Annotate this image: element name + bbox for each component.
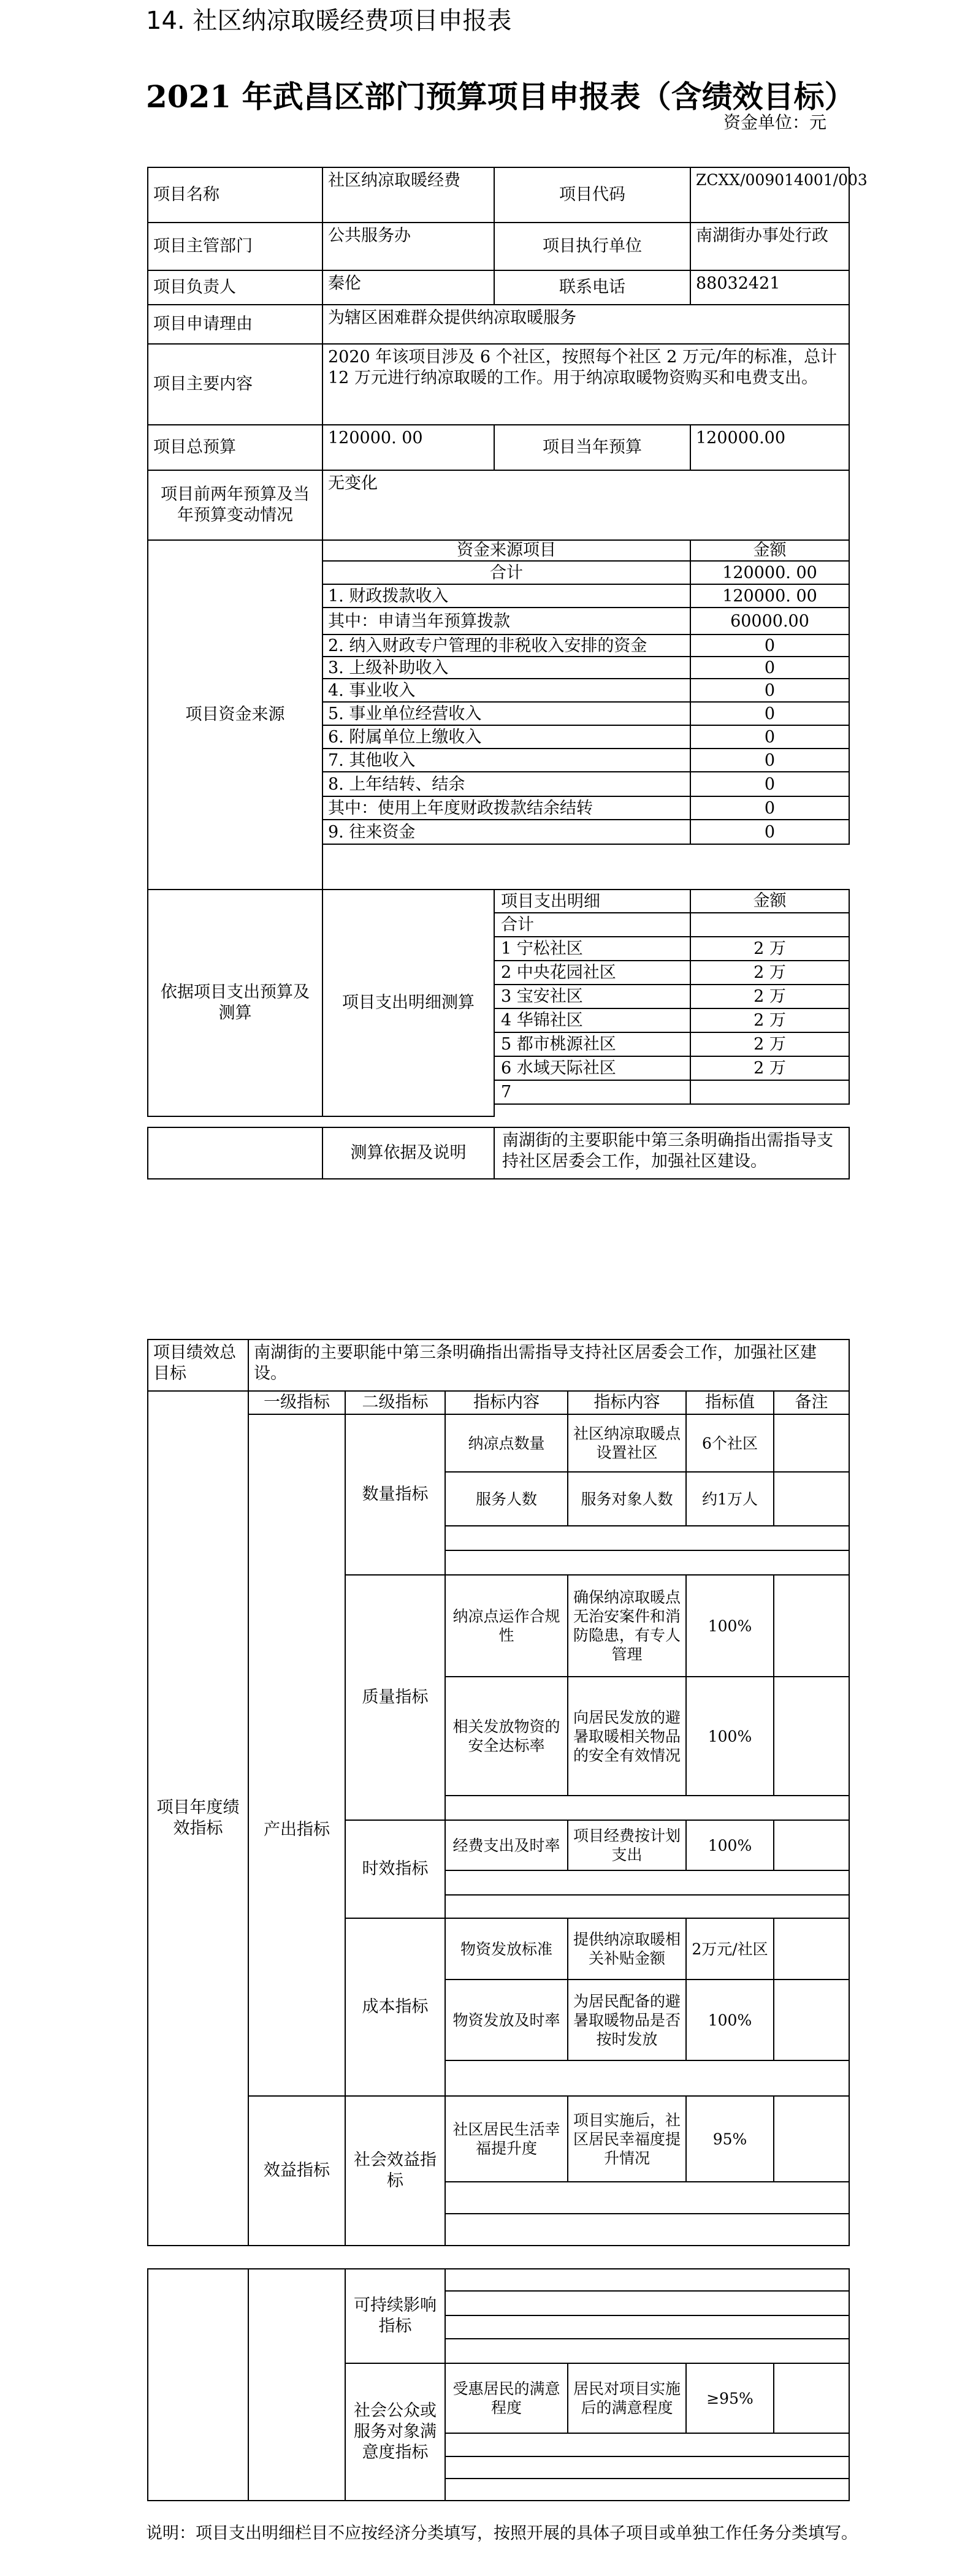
expenditure-row-item: 6 水域天际社区 bbox=[494, 1056, 691, 1081]
currency-unit-label: 资金单位：元 bbox=[723, 112, 827, 132]
expenditure-row-amount: 2 万 bbox=[690, 1056, 850, 1081]
funding-row-amount: 0 bbox=[690, 819, 850, 845]
document-heading: 14. 社区纳凉取暖经费项目申报表 bbox=[146, 7, 512, 35]
cost-blank-row bbox=[445, 2060, 850, 2097]
time-remark-1 bbox=[773, 1820, 850, 1871]
quantity-blank-row-1 bbox=[445, 1525, 850, 1551]
quality-desc-2: 向居民发放的避暑取暖相关物品的安全有效情况 bbox=[567, 1676, 687, 1796]
sustain-row-3 bbox=[445, 2315, 850, 2339]
funding-row-item: 3. 上级补助收入 bbox=[322, 656, 691, 679]
quantity-remark-1 bbox=[773, 1414, 850, 1473]
funding-row-amount: 120000. 00 bbox=[690, 560, 850, 585]
sustain-row-1 bbox=[445, 2268, 850, 2292]
funding-row-item: 其中：使用上年度财政拨款结余结转 bbox=[322, 796, 691, 820]
quantity-indicator-label: 数量指标 bbox=[345, 1414, 446, 1576]
social-blank-row-1 bbox=[445, 2181, 850, 2214]
satisfaction-blank-row-1 bbox=[445, 2433, 850, 2457]
expenditure-row-amount: 2 万 bbox=[690, 1032, 850, 1057]
expenditure-header-item: 项目支出明细 bbox=[494, 889, 691, 913]
quality-blank-row bbox=[445, 1795, 850, 1821]
quality-content-1: 纳凉点运作合规性 bbox=[445, 1574, 568, 1677]
continuation-col1 bbox=[147, 2268, 249, 2501]
quality-remark-1 bbox=[773, 1574, 850, 1677]
phone-value: 88032421 bbox=[690, 270, 850, 305]
funding-row-amount: 0 bbox=[690, 748, 850, 772]
funding-row-amount: 0 bbox=[690, 771, 850, 797]
funding-row-item: 4. 事业收入 bbox=[322, 678, 691, 703]
basis-value: 南湖街的主要职能中第三条明确指出需指导支持社区居委会工作，加强社区建设。 bbox=[494, 1127, 850, 1179]
cost-desc-2: 为居民配备的避暑取暖物品是否按时发放 bbox=[567, 1979, 687, 2061]
goal-label: 项目绩效总目标 bbox=[147, 1339, 249, 1392]
dept-label: 项目主管部门 bbox=[147, 222, 323, 271]
funding-row-amount: 0 bbox=[690, 796, 850, 820]
funding-row-amount: 0 bbox=[690, 725, 850, 749]
quantity-blank-row-2 bbox=[445, 1550, 850, 1576]
social-value-1: 95% bbox=[685, 2095, 774, 2182]
project-name-label: 项目名称 bbox=[147, 167, 323, 223]
funding-row-item: 7. 其他收入 bbox=[322, 748, 691, 772]
satisfaction-blank-row-3 bbox=[445, 2478, 850, 2501]
benefit-indicator-label: 效益指标 bbox=[248, 2095, 346, 2246]
quantity-value-2: 约1万人 bbox=[685, 1471, 774, 1526]
time-desc-1: 项目经费按计划支出 bbox=[567, 1820, 687, 1871]
funding-row-item: 2. 纳入财政专户管理的非税收入安排的资金 bbox=[322, 634, 691, 657]
funding-row-amount: 120000. 00 bbox=[690, 584, 850, 608]
expenditure-row-amount: 2 万 bbox=[690, 984, 850, 1009]
expenditure-row-amount: 2 万 bbox=[690, 1008, 850, 1033]
social-benefit-label: 社会效益指标 bbox=[345, 2095, 446, 2246]
expenditure-row-item: 5 都市桃源社区 bbox=[494, 1032, 691, 1057]
header-remark: 备注 bbox=[773, 1390, 850, 1415]
expenditure-row-item: 2 中央花园社区 bbox=[494, 960, 691, 985]
cost-content-2: 物资发放及时率 bbox=[445, 1979, 568, 2061]
expenditure-row-item: 4 华锦社区 bbox=[494, 1008, 691, 1033]
expenditure-row-amount bbox=[690, 1080, 850, 1105]
header-level1: 一级指标 bbox=[248, 1390, 346, 1415]
expenditure-header-amount: 金额 bbox=[690, 889, 850, 913]
funding-row-item: 合计 bbox=[322, 560, 691, 585]
current-budget-value: 120000.00 bbox=[690, 424, 850, 471]
header-content-desc: 指标内容 bbox=[567, 1390, 687, 1415]
expenditure-row-item: 3 宝安社区 bbox=[494, 984, 691, 1009]
expenditure-row-item: 7 bbox=[494, 1080, 691, 1105]
exec-unit-value: 南湖街办事处行政 bbox=[690, 222, 850, 271]
expenditure-row-amount bbox=[690, 912, 850, 937]
cost-remark-2 bbox=[773, 1979, 850, 2061]
expenditure-sub-label: 项目支出明细测算 bbox=[322, 889, 495, 1117]
funding-header-item: 资金来源项目 bbox=[322, 539, 691, 562]
expenditure-row-amount: 2 万 bbox=[690, 960, 850, 985]
project-code-label: 项目代码 bbox=[494, 167, 691, 223]
content-label: 项目主要内容 bbox=[147, 343, 323, 425]
quantity-desc-2: 服务对象人数 bbox=[567, 1471, 687, 1526]
sustain-row-2 bbox=[445, 2290, 850, 2316]
sustain-indicator-label: 可持续影响指标 bbox=[345, 2268, 446, 2364]
social-remark-1 bbox=[773, 2095, 850, 2182]
cost-desc-1: 提供纳凉取暖相关补贴金额 bbox=[567, 1918, 687, 1980]
project-code-value: ZCXX/009014001/003 bbox=[690, 167, 850, 223]
total-budget-label: 项目总预算 bbox=[147, 424, 323, 471]
quality-indicator-label: 质量指标 bbox=[345, 1574, 446, 1821]
satisfaction-desc-1: 居民对项目实施后的满意程度 bbox=[567, 2363, 687, 2434]
time-content-1: 经费支出及时率 bbox=[445, 1820, 568, 1871]
form-title: 2021 年武昌区部门预算项目申报表（含绩效目标） bbox=[146, 78, 855, 115]
quantity-desc-1: 社区纳凉取暖点设置社区 bbox=[567, 1414, 687, 1473]
funding-row-item: 8. 上年结转、结余 bbox=[322, 771, 691, 797]
quality-value-2: 100% bbox=[685, 1676, 774, 1796]
funding-row-item: 1. 财政拨款收入 bbox=[322, 584, 691, 608]
time-blank-row-2 bbox=[445, 1894, 850, 1919]
funding-row-item: 6. 附属单位上缴收入 bbox=[322, 725, 691, 749]
funding-row-item: 5. 事业单位经营收入 bbox=[322, 701, 691, 726]
content-value: 2020 年该项目涉及 6 个社区，按照每个社区 2 万元/年的标准，总计 12 万元进行纳凉取暖的工作。用于纳凉取暖物资购买和电费支出。 bbox=[322, 343, 850, 425]
cost-indicator-label: 成本指标 bbox=[345, 1918, 446, 2097]
expenditure-row-amount: 2 万 bbox=[690, 936, 850, 961]
funding-row-item: 其中：申请当年预算拨款 bbox=[322, 607, 691, 635]
quality-remark-2 bbox=[773, 1676, 850, 1796]
cost-remark-1 bbox=[773, 1918, 850, 1980]
funding-row-amount: 0 bbox=[690, 678, 850, 703]
funding-row-amount: 0 bbox=[690, 634, 850, 657]
funding-section-label: 项目资金来源 bbox=[147, 539, 323, 890]
satisfaction-indicator-label: 社会公众或服务对象满意度指标 bbox=[345, 2363, 446, 2501]
quantity-remark-2 bbox=[773, 1471, 850, 1526]
social-content-1: 社区居民生活幸福提升度 bbox=[445, 2095, 568, 2182]
quality-desc-1: 确保纳凉取暖点无治安案件和消防隐患，有专人管理 bbox=[567, 1574, 687, 1677]
cost-value-2: 100% bbox=[685, 1979, 774, 2061]
output-indicator-label: 产出指标 bbox=[248, 1414, 346, 2246]
basis-blank-cell bbox=[147, 1127, 323, 1179]
dept-value: 公共服务办 bbox=[322, 222, 495, 271]
leader-label: 项目负责人 bbox=[147, 270, 323, 305]
funding-row-amount: 60000.00 bbox=[690, 607, 850, 635]
quantity-value-1: 6个社区 bbox=[685, 1414, 774, 1473]
sustain-row-4 bbox=[445, 2338, 850, 2364]
expenditure-section-label: 依据项目支出预算及测算 bbox=[147, 889, 323, 1117]
reason-value: 为辖区困难群众提供纳凉取暖服务 bbox=[322, 304, 850, 345]
quality-content-2: 相关发放物资的安全达标率 bbox=[445, 1676, 568, 1796]
header-value: 指标值 bbox=[685, 1390, 774, 1415]
total-budget-value: 120000. 00 bbox=[322, 424, 495, 471]
reason-label: 项目申请理由 bbox=[147, 304, 323, 345]
funding-header-amount: 金额 bbox=[690, 539, 850, 562]
satisfaction-remark-1 bbox=[773, 2363, 850, 2434]
change-value: 无变化 bbox=[322, 470, 850, 541]
phone-label: 联系电话 bbox=[494, 270, 691, 305]
social-desc-1: 项目实施后，社区居民幸福度提升情况 bbox=[567, 2095, 687, 2182]
basis-label: 测算依据及说明 bbox=[322, 1127, 495, 1179]
current-budget-label: 项目当年预算 bbox=[494, 424, 691, 471]
goal-value: 南湖街的主要职能中第三条明确指出需指导支持社区居委会工作，加强社区建设。 bbox=[248, 1339, 850, 1392]
project-name-value: 社区纳凉取暖经费 bbox=[322, 167, 495, 223]
header-content: 指标内容 bbox=[445, 1390, 568, 1415]
cost-value-1: 2万元/社区 bbox=[685, 1918, 774, 1980]
expenditure-row-item: 合计 bbox=[494, 912, 691, 937]
quantity-content-2: 服务人数 bbox=[445, 1471, 568, 1526]
time-value-1: 100% bbox=[685, 1820, 774, 1871]
continuation-col2 bbox=[248, 2268, 346, 2501]
exec-unit-label: 项目执行单位 bbox=[494, 222, 691, 271]
funding-row-item: 9. 往来资金 bbox=[322, 819, 691, 845]
satisfaction-content-1: 受惠居民的满意程度 bbox=[445, 2363, 568, 2434]
cost-content-1: 物资发放标准 bbox=[445, 1918, 568, 1980]
time-blank-row-1 bbox=[445, 1870, 850, 1896]
satisfaction-blank-row-2 bbox=[445, 2456, 850, 2479]
change-label: 项目前两年预算及当年预算变动情况 bbox=[147, 470, 323, 541]
time-indicator-label: 时效指标 bbox=[345, 1820, 446, 1919]
footnote: 说明：项目支出明细栏目不应按经济分类填写，按照开展的具体子项目或单独工作任务分类填写。 bbox=[146, 2524, 858, 2543]
social-blank-row-2 bbox=[445, 2213, 850, 2246]
funding-row-amount: 0 bbox=[690, 701, 850, 726]
annual-indicators-label: 项目年度绩效指标 bbox=[147, 1390, 249, 2246]
leader-value: 秦伦 bbox=[322, 270, 495, 305]
expenditure-row-item: 1 宁松社区 bbox=[494, 936, 691, 961]
quantity-content-1: 纳凉点数量 bbox=[445, 1414, 568, 1473]
header-level2: 二级指标 bbox=[345, 1390, 446, 1415]
satisfaction-value-1: ≥95% bbox=[685, 2363, 774, 2434]
quality-value-1: 100% bbox=[685, 1574, 774, 1677]
funding-row-amount: 0 bbox=[690, 656, 850, 679]
